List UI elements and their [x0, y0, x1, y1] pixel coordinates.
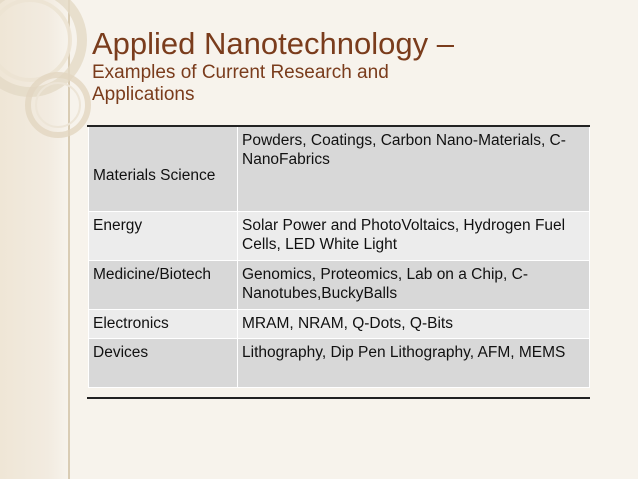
examples-cell: MRAM, NRAM, Q-Dots, Q-Bits: [238, 310, 590, 339]
field-cell: Energy: [89, 212, 238, 261]
field-cell: Electronics: [89, 310, 238, 339]
table-row: [89, 127, 590, 212]
table-row: [89, 212, 590, 261]
field-cell: Devices: [89, 339, 238, 388]
field-cell: Materials Science: [89, 127, 238, 212]
table-row: [89, 310, 590, 339]
examples-cell: Lithography, Dip Pen Lithography, AFM, MEMS: [238, 339, 590, 388]
research-table: [88, 126, 590, 388]
slide-subtitle: Examples of Current Research and Applications: [92, 62, 389, 105]
slide-title: Applied Nanotechnology –: [92, 26, 454, 61]
examples-cell: Solar Power and PhotoVoltaics, Hydrogen Fuel Cells, LED White Light: [238, 212, 590, 261]
table-row: [89, 261, 590, 310]
examples-cell: Genomics, Proteomics, Lab on a Chip, C-Nanotubes,BuckyBalls: [238, 261, 590, 310]
table-row: [89, 339, 590, 388]
field-cell: Medicine/Biotech: [89, 261, 238, 310]
examples-cell: Powders, Coatings, Carbon Nano-Materials, C-NanoFabrics: [238, 127, 590, 212]
title-block: [92, 26, 612, 106]
